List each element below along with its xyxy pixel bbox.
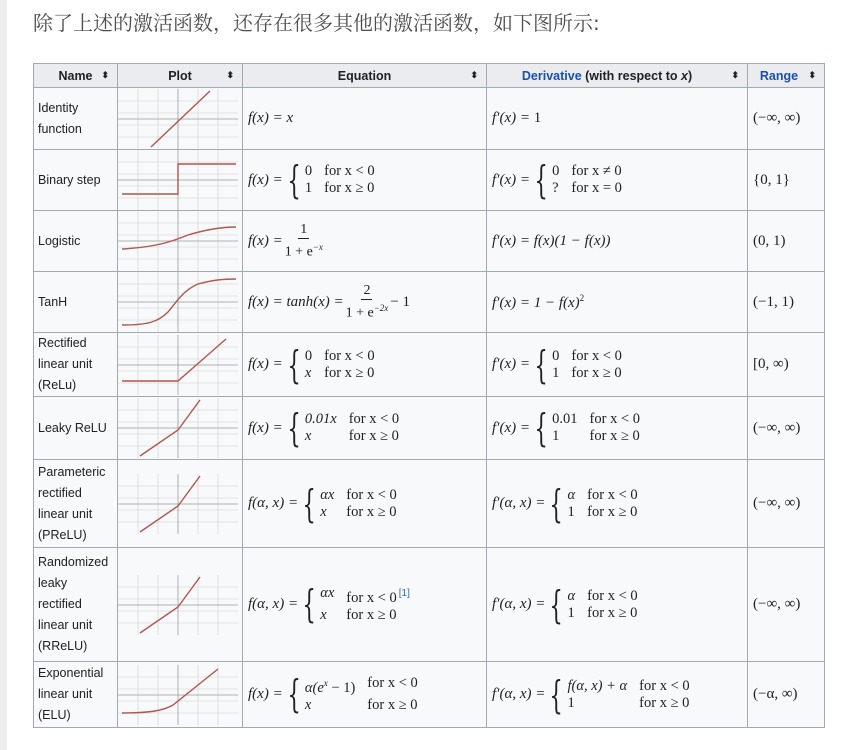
- header-name-label: Name: [58, 68, 93, 83]
- plot-cell: [118, 397, 243, 460]
- row-name[interactable]: Randomized leaky rectified linear unit (RReLU): [34, 548, 118, 662]
- header-equation[interactable]: [243, 64, 487, 88]
- row-name[interactable]: Rectified linear unit (ReLu): [34, 333, 118, 397]
- row-name[interactable]: Binary step: [34, 150, 118, 211]
- table-row: [34, 88, 825, 150]
- header-derivative[interactable]: [487, 64, 748, 88]
- prelu-plot: [118, 474, 238, 534]
- sort-icon[interactable]: ⬍: [808, 70, 816, 80]
- plot-cell: [118, 88, 243, 150]
- rrelu-plot: [118, 575, 238, 635]
- identity-plot: [118, 89, 238, 149]
- table-row: [34, 211, 825, 272]
- derivative-cell: f′(x) = { 0.01 for x < 0 1 for x ≥ 0: [487, 397, 748, 460]
- table-header-row: [34, 64, 825, 88]
- derivative-cell: f′(x) = 1: [487, 88, 748, 150]
- table-row: [34, 662, 825, 728]
- plot-cell: [118, 211, 243, 272]
- equation-cell: f(x) = $\frac{1}{1 + e^{-x}}$: [243, 211, 487, 272]
- derivative-link[interactable]: Derivative: [521, 68, 582, 83]
- range-cell: {0, 1}: [748, 150, 825, 211]
- table-row: [34, 397, 825, 460]
- plot-cell: [118, 333, 243, 397]
- row-name[interactable]: Exponential linear unit (ELU): [34, 662, 118, 728]
- elu-curve: [122, 669, 218, 713]
- sort-icon[interactable]: ⬍: [470, 70, 478, 80]
- equation-cell: f(x) = { 0 for x < 0 1 for x ≥ 0: [243, 150, 487, 211]
- header-name[interactable]: [34, 64, 118, 88]
- logistic-plot: [118, 211, 238, 271]
- relu-plot: [118, 335, 238, 395]
- elu-plot: [118, 665, 238, 725]
- range-cell: (−∞, ∞): [748, 397, 825, 460]
- header-derivative-x: x: [680, 68, 688, 83]
- equation-cell: f(x) = { 0.01x for x < 0 x for x ≥ 0: [243, 397, 487, 460]
- range-cell: (−1, 1): [748, 272, 825, 333]
- plot-cell: [118, 548, 243, 662]
- range-cell: (−α, ∞): [748, 662, 825, 728]
- row-name[interactable]: Leaky ReLU: [34, 397, 118, 460]
- range-cell: (−∞, ∞): [748, 460, 825, 548]
- table-row: [34, 272, 825, 333]
- binary-step-curve: [122, 164, 236, 194]
- range-cell: (0, 1): [748, 211, 825, 272]
- header-plot-label: Plot: [168, 68, 192, 83]
- logistic-curve: [122, 227, 236, 249]
- derivative-cell: f′(α, x) = { f(α, x) + α for x < 0 1 for x ≥ 0: [487, 662, 748, 728]
- activation-functions-table: [33, 63, 825, 728]
- header-derivative-rest: (with respect to: [581, 68, 681, 83]
- table-row: [34, 548, 825, 662]
- range-link[interactable]: Range: [759, 68, 799, 83]
- header-range[interactable]: [748, 64, 825, 88]
- sort-icon[interactable]: ⬍: [731, 70, 739, 80]
- row-name[interactable]: TanH: [34, 272, 118, 333]
- plot-cell: [118, 150, 243, 211]
- equation-cell: f(α, x) = { αx for x < 0 x for x ≥ 0: [243, 460, 487, 548]
- sort-icon[interactable]: ⬍: [101, 70, 109, 80]
- row-name[interactable]: Identity function: [34, 88, 118, 150]
- left-border-bar: [0, 0, 7, 750]
- equation-cell: f(x) = { $\alpha(e^x - 1)$ for x < 0 x for x ≥ 0: [243, 662, 487, 728]
- binary-step-plot: [118, 150, 238, 210]
- intro-text: 除了上述的激活函数，还存在很多其他的激活函数，如下图所示:: [33, 11, 600, 35]
- table-row: [34, 150, 825, 211]
- sort-icon[interactable]: ⬍: [226, 70, 234, 80]
- range-cell: [0, ∞): [748, 333, 825, 397]
- leaky-relu-plot: [118, 398, 238, 458]
- equation-cell: f(α, x) = { αx for x < 0 [1] x for x ≥ 0: [243, 548, 487, 662]
- derivative-cell: $f'(x) = 1 - f(x)^2$: [487, 272, 748, 333]
- table-row: [34, 460, 825, 548]
- plot-cell: [118, 460, 243, 548]
- range-cell: (−∞, ∞): [748, 88, 825, 150]
- tanh-plot: [118, 272, 238, 332]
- row-name[interactable]: Parameteric rectified linear unit (PReLU): [34, 460, 118, 548]
- derivative-cell: f′(α, x) = { α for x < 0 1 for x ≥ 0: [487, 548, 748, 662]
- relu-curve: [122, 339, 226, 381]
- derivative-cell: f′(α, x) = { α for x < 0 1 for x ≥ 0: [487, 460, 748, 548]
- derivative-cell: f′(x) = f(x)(1 − f(x)): [487, 211, 748, 272]
- derivative-cell: f′(x) = { 0 for x < 0 1 for x ≥ 0: [487, 333, 748, 397]
- plot-cell: [118, 272, 243, 333]
- plot-cell: [118, 662, 243, 728]
- reference-link[interactable]: [1]: [398, 588, 410, 600]
- header-equation-label: Equation: [337, 68, 392, 83]
- equation-cell: f(x) = { 0 for x < 0 x for x ≥ 0: [243, 333, 487, 397]
- table-row: [34, 333, 825, 397]
- equation-cell: f(x) = tanh(x) = $\frac{2}{1 + e^{-2x}}$ − 1: [243, 272, 487, 333]
- header-derivative-close: ): [687, 68, 693, 83]
- equation-cell: f(x) = x: [243, 88, 487, 150]
- row-name[interactable]: Logistic: [34, 211, 118, 272]
- range-cell: (−∞, ∞): [748, 548, 825, 662]
- derivative-cell: f′(x) = { 0 for x ≠ 0 ? for x = 0: [487, 150, 748, 211]
- header-plot[interactable]: [118, 64, 243, 88]
